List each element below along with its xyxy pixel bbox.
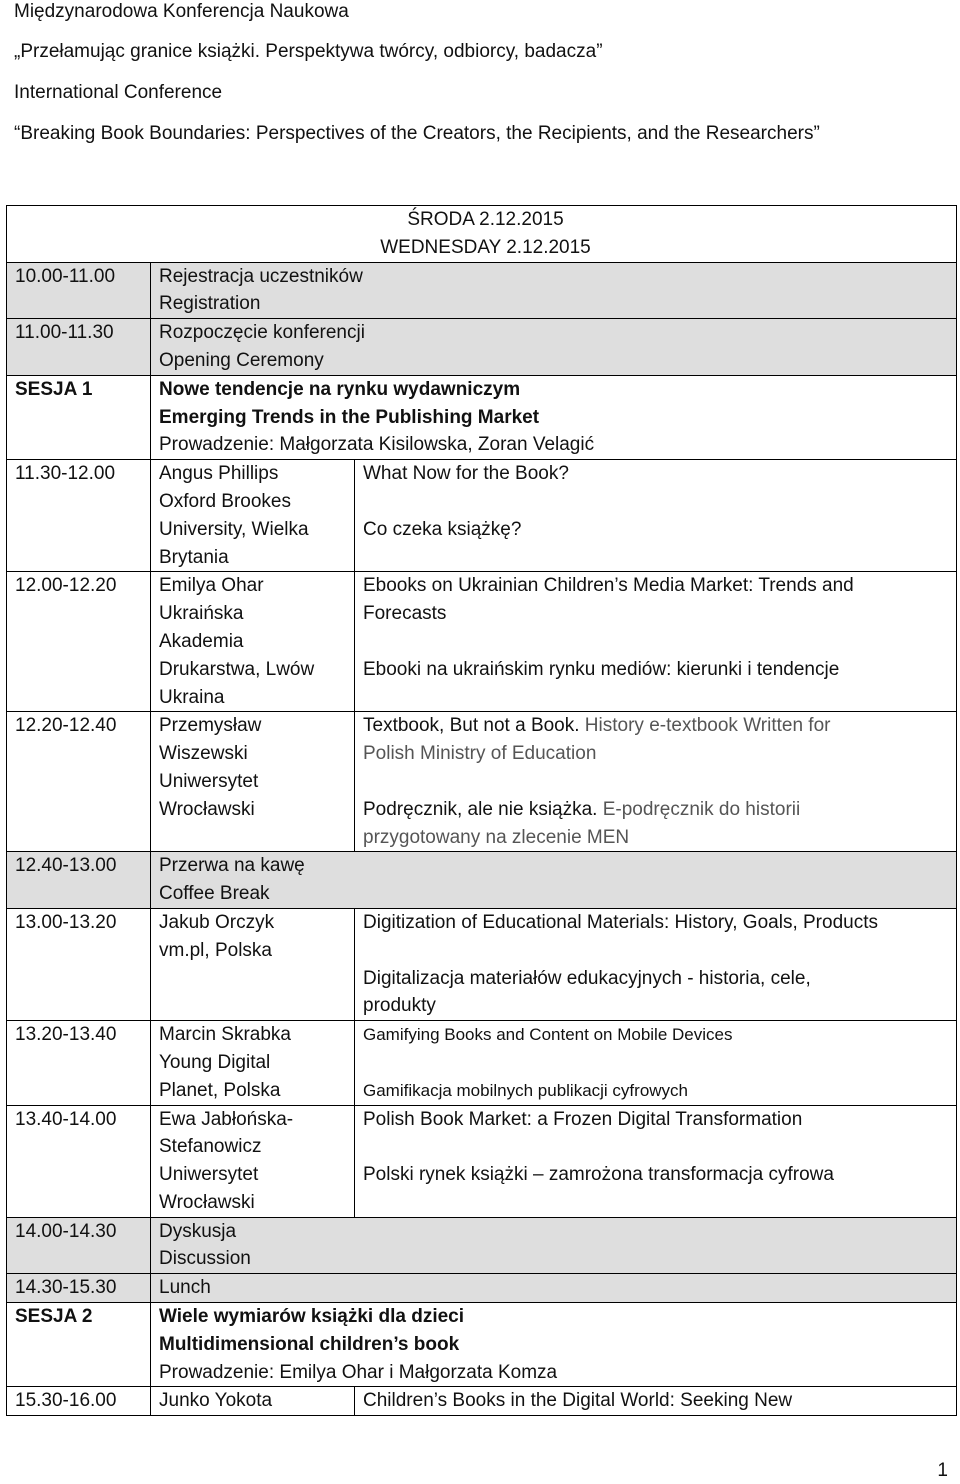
event-pl: Rozpoczęcie konferencji	[159, 322, 365, 344]
speaker-line: Brytania	[159, 546, 229, 568]
session-title-pl: Wiele wymiarów książki dla dzieci	[159, 1306, 465, 1328]
session-cell	[151, 375, 957, 459]
table-row	[7, 712, 957, 852]
event-en: Registration	[159, 293, 261, 315]
speaker-line: Ukraina	[159, 686, 225, 708]
event-cell	[151, 1274, 957, 1303]
conference-subtitle-en: “Breaking Book Boundaries: Perspectives of the Creators, the Recipients, and the Researchers”	[14, 123, 820, 144]
time-cell: 13.00-13.20	[7, 908, 151, 1020]
speaker-line: Marcin Skrabka	[159, 1024, 291, 1046]
speaker-line: University, Wielka	[159, 518, 309, 540]
speaker-line: Uniwersytet	[159, 770, 259, 792]
speaker-line: Drukarstwa, Lwów	[159, 658, 315, 680]
time-cell: 13.40-14.00	[7, 1105, 151, 1217]
speaker-cell	[151, 908, 355, 1020]
speaker-line: vm.pl, Polska	[159, 939, 272, 961]
table-row	[7, 572, 957, 712]
event-cell	[151, 319, 957, 376]
talk-title-en: Forecasts	[363, 603, 447, 625]
date-en: WEDNESDAY 2.12.2015	[380, 236, 591, 258]
time-cell: 13.20-13.40	[7, 1021, 151, 1105]
talk-title-en: Digitization of Educational Materials: History, Goals, Products	[363, 911, 878, 933]
talk-title-en: Gamifying Books and Content on Mobile Devices	[363, 1025, 733, 1045]
speaker-cell	[151, 460, 355, 572]
talk-title-pl: Ebooki na ukraińskim rynku mediów: kierunki i tendencje	[363, 658, 840, 680]
session-chairs: Prowadzenie: Małgorzata Kisilowska, Zoran Velagić	[159, 434, 595, 456]
speaker-line: Wrocławski	[159, 1191, 255, 1213]
time-cell: 14.30-15.30	[7, 1274, 151, 1303]
date-row	[7, 206, 957, 263]
talk-title-pl-sub: przygotowany na zlecenie MEN	[363, 826, 630, 848]
talk-cell	[355, 460, 957, 572]
page-number: 1	[937, 1460, 948, 1481]
speaker-cell	[151, 1105, 355, 1217]
speaker-line: Jakub Orczyk	[159, 911, 275, 933]
talk-cell	[355, 1021, 957, 1105]
table-row	[7, 908, 957, 1020]
talk-title-pl: Gamifikacja mobilnych publikacji cyfrowych	[363, 1080, 689, 1100]
speaker-cell: Junko Yokota	[151, 1387, 355, 1416]
table-row	[7, 1105, 957, 1217]
conference-subtitle-pl: „Przełamując granice książki. Perspektywa twórcy, odbiorcy, badacza”	[14, 41, 603, 62]
conference-title-pl: Międzynarodowa Konferencja Naukowa	[14, 1, 349, 22]
speaker-line: Ewa Jabłońska-	[159, 1108, 294, 1130]
speaker-line: Stefanowicz	[159, 1136, 262, 1158]
event-en: Opening Ceremony	[159, 349, 324, 371]
speaker-line: Planet, Polska	[159, 1079, 281, 1101]
time-cell: 11.30-12.00	[7, 460, 151, 572]
talk-title-pl: Digitalizacja materiałów edukacyjnych - historia, cele,	[363, 967, 811, 989]
talk-title-en	[363, 712, 956, 740]
speaker-line: Angus Phillips	[159, 463, 279, 485]
date-pl: ŚRODA 2.12.2015	[407, 209, 564, 230]
talk-title-pl: Polski rynek książki – zamrożona transformacja cyfrowa	[363, 1164, 834, 1186]
talk-title-pl: Co czeka książkę?	[363, 518, 522, 540]
event-label: Lunch	[159, 1277, 211, 1299]
session-chairs: Prowadzenie: Emilya Ohar i Małgorzata Komza	[159, 1361, 558, 1383]
event-cell	[151, 262, 957, 319]
speaker-cell	[151, 712, 355, 852]
session-title-en: Multidimensional children’s book	[159, 1333, 460, 1355]
speaker-line: Wrocławski	[159, 798, 255, 820]
speaker-cell	[151, 572, 355, 712]
table-row	[7, 1021, 957, 1105]
speaker-line: Oxford Brookes	[159, 490, 291, 512]
session-row	[7, 375, 957, 459]
event-pl: Rejestracja uczestników	[159, 265, 363, 287]
talk-cell	[355, 572, 957, 712]
session-title-en: Emerging Trends in the Publishing Market	[159, 406, 540, 428]
table-row	[7, 852, 957, 909]
table-row	[7, 1387, 957, 1416]
session-label: SESJA 2	[7, 1303, 151, 1387]
session-row	[7, 1303, 957, 1387]
talk-cell: Children’s Books in the Digital World: Seeking New	[355, 1387, 957, 1416]
talk-title-pl: produkty	[363, 995, 436, 1017]
talk-title-pl	[363, 796, 956, 824]
time-cell: 14.00-14.30	[7, 1217, 151, 1274]
talk-title-pl-main: Podręcznik, ale nie książka.	[363, 798, 598, 820]
time-cell: 12.00-12.20	[7, 572, 151, 712]
event-en: Coffee Break	[159, 883, 270, 905]
time-cell: 12.40-13.00	[7, 852, 151, 909]
table-row	[7, 460, 957, 572]
table-row	[7, 1274, 957, 1303]
talk-title-en: Polish Book Market: a Frozen Digital Transformation	[363, 1108, 803, 1130]
talk-cell	[355, 1105, 957, 1217]
speaker-line: Akademia	[159, 630, 244, 652]
talk-title-en: What Now for the Book?	[363, 463, 569, 485]
conference-title-en: International Conference	[14, 82, 223, 103]
talk-cell	[355, 908, 957, 1020]
time-cell: 10.00-11.00	[7, 262, 151, 319]
speaker-line: Young Digital	[159, 1051, 271, 1073]
time-cell: 11.00-11.30	[7, 319, 151, 376]
speaker-line: Wiszewski	[159, 743, 248, 765]
event-cell	[151, 1217, 957, 1274]
talk-title-pl-sub: E-podręcznik do historii	[597, 798, 801, 820]
speaker-line: Ukraińska	[159, 603, 244, 625]
speaker-cell	[151, 1021, 355, 1105]
table-row	[7, 1217, 957, 1274]
talk-title-en: Ebooks on Ukrainian Children’s Media Market: Trends and	[363, 575, 854, 597]
talk-title-en-sub: History e-textbook Written for	[579, 715, 831, 737]
session-title-pl: Nowe tendencje na rynku wydawniczym	[159, 378, 521, 400]
event-en: Discussion	[159, 1248, 251, 1270]
session-label: SESJA 1	[7, 375, 151, 459]
table-row	[7, 319, 957, 376]
event-pl: Przerwa na kawę	[159, 855, 305, 877]
event-cell	[151, 852, 957, 909]
program-table	[6, 205, 957, 1416]
event-pl: Dyskusja	[159, 1220, 237, 1242]
time-cell: 15.30-16.00	[7, 1387, 151, 1416]
date-cell	[7, 206, 957, 263]
speaker-line: Emilya Ohar	[159, 575, 264, 597]
session-cell	[151, 1303, 957, 1387]
talk-title-en-sub: Polish Ministry of Education	[363, 743, 597, 765]
speaker-line: Przemysław	[159, 715, 262, 737]
table-row	[7, 262, 957, 319]
speaker-line: Uniwersytet	[159, 1164, 259, 1186]
time-cell: 12.20-12.40	[7, 712, 151, 852]
talk-cell	[355, 712, 957, 852]
talk-title-en-main: Textbook, But not a Book.	[363, 715, 580, 737]
